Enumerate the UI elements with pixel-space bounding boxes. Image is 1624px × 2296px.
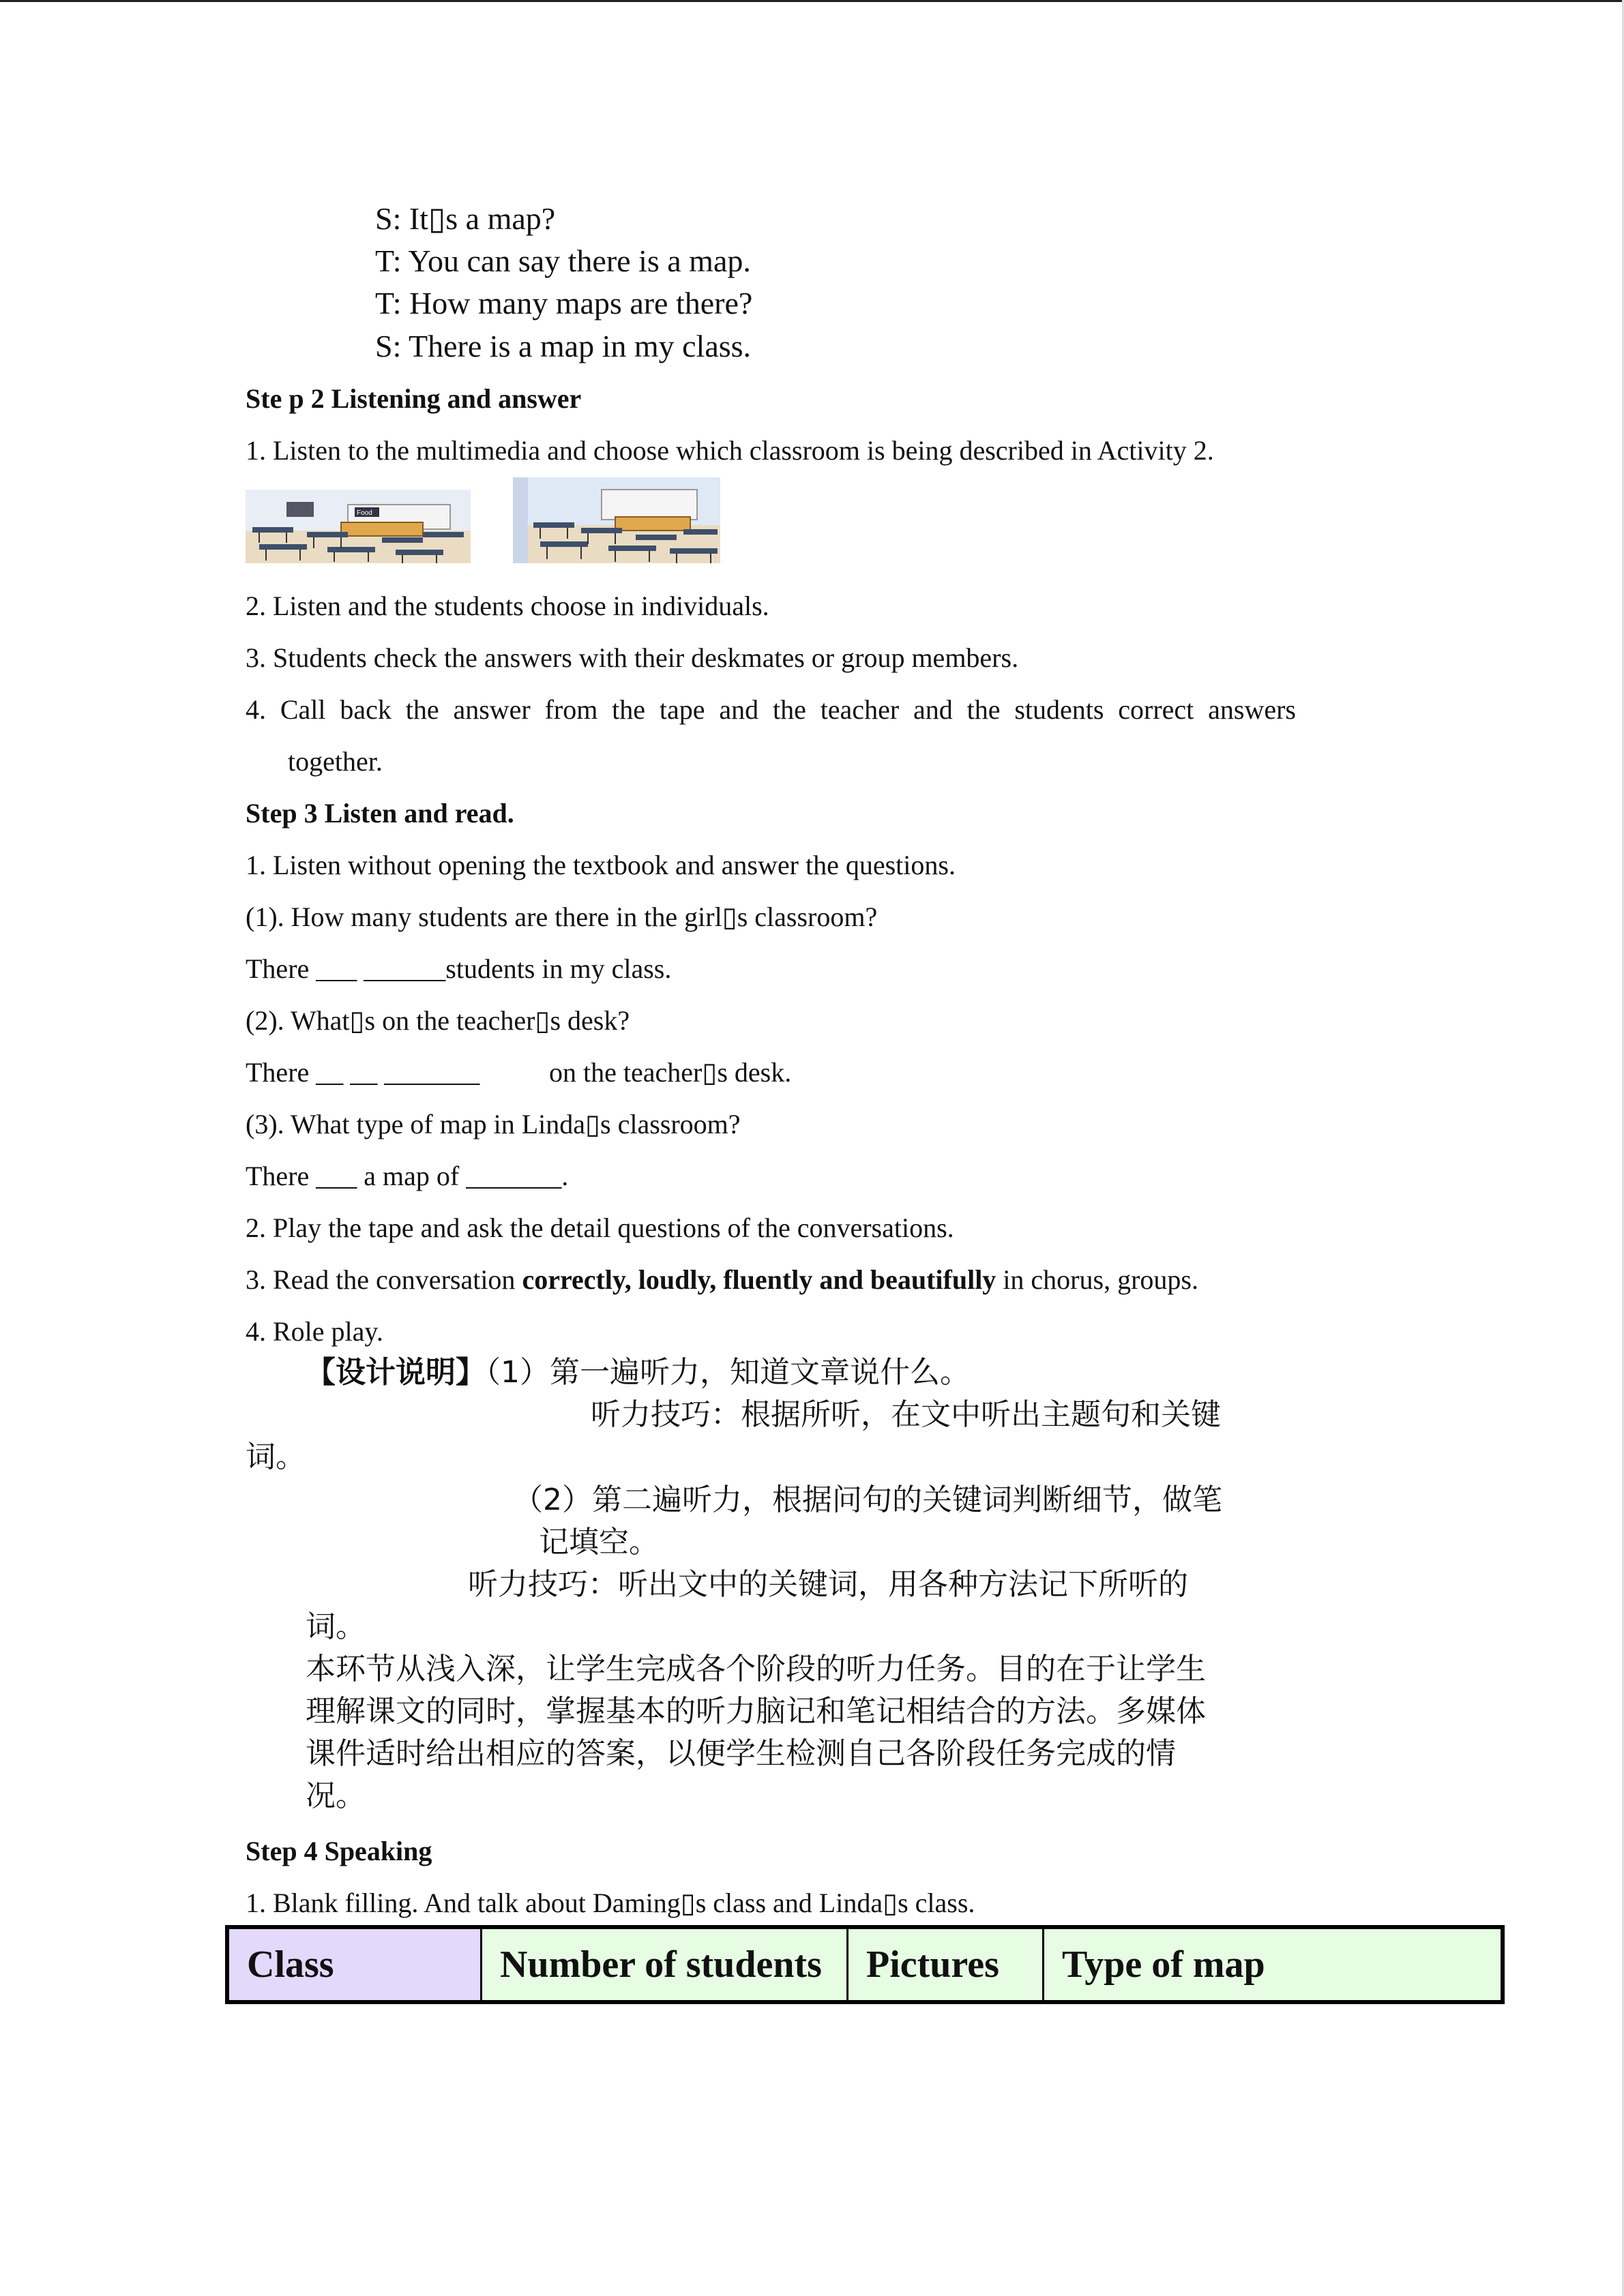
design-note-line11: 况。 [306,1778,366,1813]
step3-question1: (1). How many students are there in the girl▯s classroom? [246,901,878,932]
dialogue-line: S: It▯s a map? [375,201,556,236]
table-header-number-of-students: Number of students [482,1927,848,2002]
step2-item1: 1. Listen to the multimedia and choose which classroom is being described in Activity 2. [246,435,1214,466]
class-comparison-table [225,1925,1505,2004]
step3-heading: Step 3 Listen and read. [246,798,514,829]
step3-item3-pre: 3. Read the conversation [246,1264,522,1295]
design-note-label: 【设计说明】 [306,1355,486,1390]
table-header-row [227,1927,1503,2002]
step2-heading: Ste p 2 Listening and answer [246,383,582,414]
design-note-line1 [306,1354,970,1392]
step3-question2: (2). What▯s on the teacher▯s desk? [246,1005,630,1036]
step3-answer3: There ___ a map of _______. [246,1161,569,1191]
dialogue-line: S: There is a map in my class. [375,329,752,363]
dialogue-line: T: How many maps are there? [375,286,753,320]
design-note-line1-text: （1）第一遍听力，知道文章说什么。 [486,1355,970,1390]
table-header-class: Class [227,1927,482,2002]
step2-item4-line2: together. [288,746,383,777]
design-note-line9: 理解课文的同时，掌握基本的听力脑记和笔记相结合的方法。多媒体 [306,1694,1206,1729]
table-header-type-of-map: Type of map [1044,1927,1503,2002]
step3-item4: 4. Role play. [246,1316,383,1347]
step3-item2: 2. Play the tape and ask the detail questions of the conversations. [246,1212,954,1243]
board-label: Food [357,509,372,517]
design-note-line2: 听力技巧：根据所听，在文中听出主题句和关键 [591,1397,1221,1432]
step2-item3: 3. Students check the answers with their deskmates or group members. [246,642,1019,673]
step3-item3 [246,1263,1198,1297]
design-note-line10: 课件适时给出相应的答案，以便学生检测自己各阶段任务完成的情 [306,1736,1176,1771]
step2-item2: 2. Listen and the students choose in individuals. [246,591,769,621]
dialogue-line: T: You can say there is a map. [375,243,751,278]
design-note-line3: 词。 [246,1440,306,1474]
step3-answer2-rest: on the teacher▯s desk. [549,1057,792,1088]
design-note-line5: 记填空。 [539,1525,659,1560]
step2-item4-line1: 4. Call back the answer from the tape and the teacher and the students correct answers [246,694,1296,725]
step3-question3: (3). What type of map in Linda▯s classroom? [246,1109,741,1139]
step4-item1: 1. Blank filling. And talk about Daming▯s class and Linda▯s class. [246,1888,975,1918]
step3-answer2-blank: There __ __ _______ [246,1057,480,1088]
step3-item3-emphasis: correctly, loudly, fluently and beautifully [522,1264,996,1295]
design-note-line4: （2）第二遍听力，根据问句的关键词判断细节，做笔 [513,1482,1222,1517]
step3-item3-post: in chorus, groups. [996,1264,1198,1295]
page-top-border [0,0,1624,2]
design-note-line6: 听力技巧：听出文中的关键词，用各种方法记下所听的 [468,1567,1188,1602]
step4-heading: Step 4 Speaking [246,1836,432,1866]
design-note-line7: 词。 [306,1609,366,1644]
design-note-line8: 本环节从浅入深，让学生完成各个阶段的听力任务。目的在于让学生 [306,1652,1206,1686]
step3-item1: 1. Listen without opening the textbook and answer the questions. [246,850,956,880]
table-header-pictures: Pictures [848,1927,1044,2002]
step3-answer1: There ___ ______students in my class. [246,953,672,984]
classroom-picture-2 [513,477,720,563]
classroom-picture-1 [246,490,471,563]
